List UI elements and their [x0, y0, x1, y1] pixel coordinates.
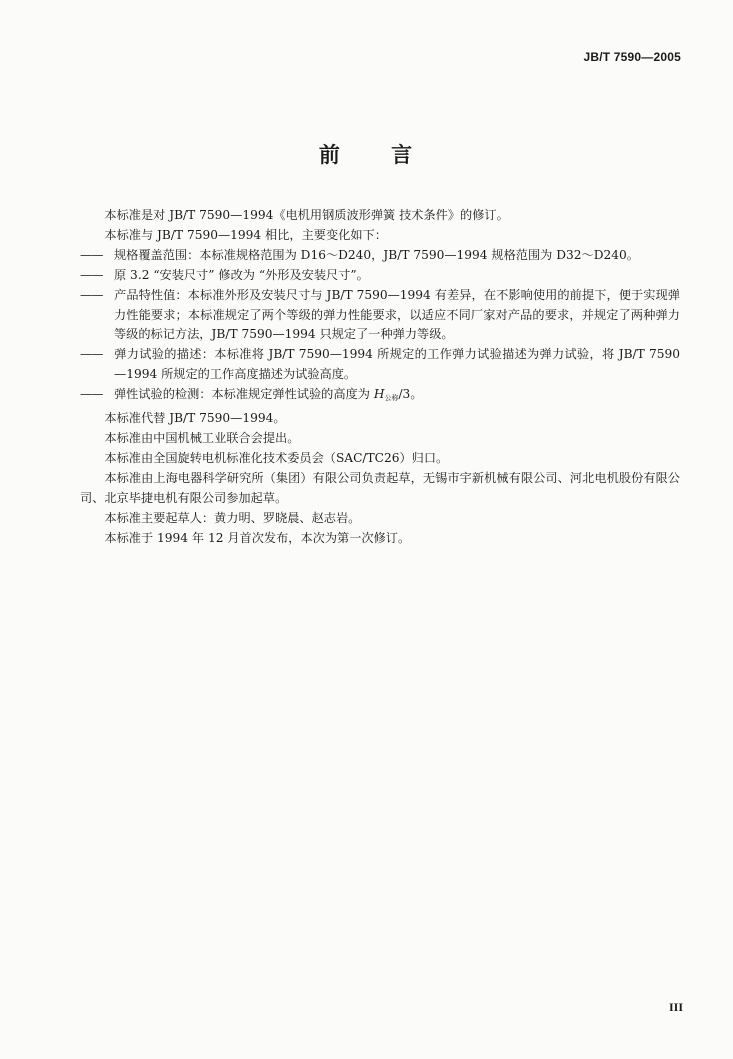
dash-mark: ——: [80, 247, 103, 262]
change-item-install-size: [80, 266, 680, 286]
change-item-text: 弹性试验的检测：本标准规定弹性试验的高度为: [114, 387, 374, 402]
change-item-text: 弹力试验的描述：本标准将 JB/T 7590—1994 所规定的工作弹力试验描述为弹力试验，将 JB/T 7590—1994 所规定的工作高度描述为试验高度。: [114, 347, 680, 382]
change-item-elastic-test: [80, 345, 680, 385]
page-number: III: [668, 1000, 683, 1014]
change-item-elasticity-check: [80, 385, 680, 409]
standard-code: JB/T 7590—2005: [583, 50, 681, 64]
paragraph-main-drafters: 本标准主要起草人：黄力明、罗晓晨、赵志岩。: [104, 510, 361, 525]
change-item-text: 产品特性值：本标准外形及安装尺寸与 JB/T 7590—1994 有差异，在不影响使用的前提下，便于实现弹力性能要求；本标准规定了两个等级的弹力性能要求，以适应不同厂家对产品的要求，并规定了两种弹力等级的标记方法，JB/T 7590—1994 只规定了一种弹力等级。: [114, 287, 680, 342]
paragraph-proposed-by: 本标准由中国机械工业联合会提出。: [104, 430, 300, 445]
page-title: 前 言: [318, 143, 415, 167]
dash-mark: ——: [80, 267, 103, 282]
change-item-text-suffix: /3。: [398, 387, 423, 402]
change-item-product-characteristics: [80, 286, 680, 346]
change-item-spec-range: [80, 246, 680, 266]
height-symbol: H: [373, 387, 385, 402]
dash-mark: ——: [80, 347, 103, 362]
change-item-text: 规格覆盖范围：本标准规格范围为 D16～D240，JB/T 7590—1994 规格范围为 D32～D240。: [114, 247, 639, 262]
dash-mark: ——: [80, 387, 103, 402]
foreword-body: [80, 206, 680, 548]
paragraph-drafting-units: 本标准由上海电器科学研究所（集团）有限公司负责起草，无锡市宇新机械有限公司、河北电机股份有限公司、北京毕捷电机有限公司参加起草。: [80, 470, 680, 505]
paragraph-changes-intro: 本标准与 JB/T 7590—1994 相比，主要变化如下：: [104, 227, 387, 242]
height-subscript: 公称: [384, 394, 399, 403]
paragraph-under-jurisdiction: 本标准由全国旋转电机标准化技术委员会（SAC/TC26）归口。: [104, 450, 449, 465]
paragraph-publication-history: 本标准于 1994 年 12 月首次发布，本次为第一次修订。: [104, 530, 411, 545]
change-item-text: 原 3.2 “安装尺寸” 修改为 “外形及安装尺寸”。: [114, 267, 369, 282]
paragraph-revision-note: 本标准是对 JB/T 7590—1994《电机用钢质波形弹簧 技术条件》的修订。: [104, 208, 509, 222]
dash-mark: ——: [80, 287, 103, 302]
paragraph-replaces: 本标准代替 JB/T 7590—1994。: [104, 411, 286, 426]
